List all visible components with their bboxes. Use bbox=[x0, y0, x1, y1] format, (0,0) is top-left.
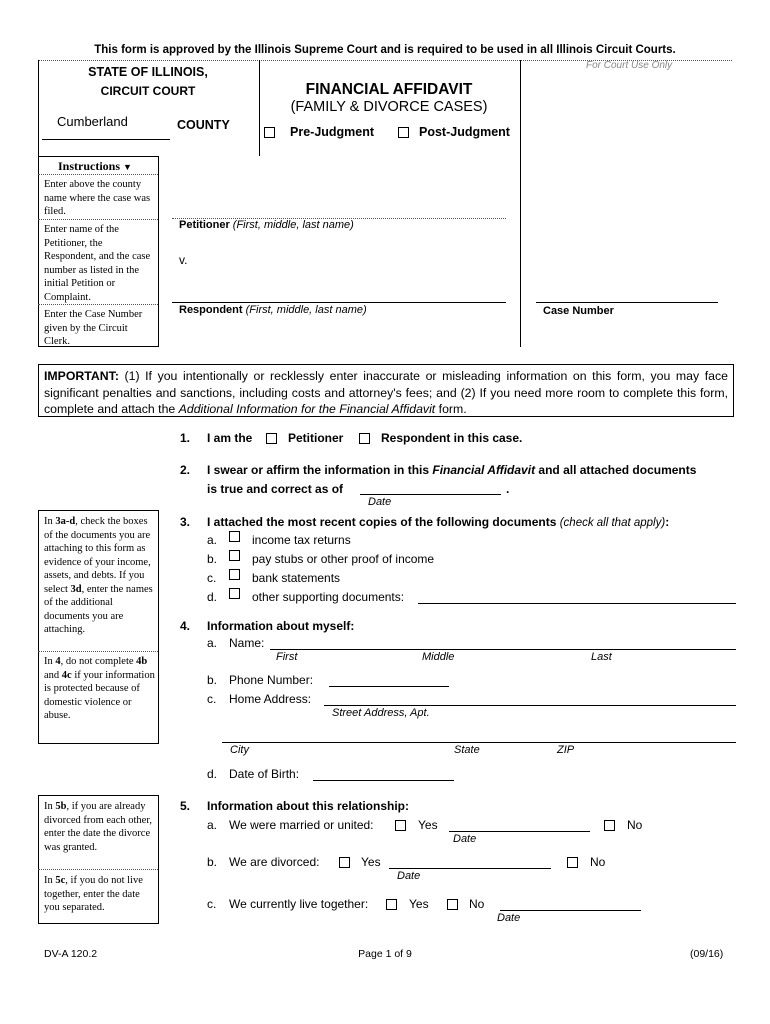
petitioner-checkbox[interactable] bbox=[266, 433, 277, 444]
instr-divider bbox=[38, 651, 158, 652]
pay-stubs-checkbox[interactable] bbox=[229, 550, 240, 561]
instr-divider bbox=[38, 869, 158, 870]
form-title: FINANCIAL AFFIDAVIT bbox=[305, 81, 473, 98]
divorced-label: We are divorced: bbox=[229, 855, 320, 869]
name-input[interactable] bbox=[270, 649, 736, 650]
divorced-no-checkbox[interactable] bbox=[567, 857, 578, 868]
bank-statements-label: bank statements bbox=[252, 571, 341, 585]
married-no-checkbox[interactable] bbox=[604, 820, 615, 831]
post-judgment-checkbox[interactable] bbox=[398, 127, 409, 138]
q1-petitioner-label: Petitioner bbox=[288, 431, 344, 445]
case-number-label: Case Number bbox=[543, 305, 614, 317]
married-date-input[interactable] bbox=[449, 831, 590, 832]
instr-4: In 4, do not complete 4b and 4c if your information is protected because of domestic violence or abuse. bbox=[44, 656, 155, 721]
state-label: State bbox=[454, 744, 480, 756]
county-line bbox=[42, 139, 170, 140]
affirm-date-label: Date bbox=[368, 496, 392, 508]
pre-judgment-checkbox[interactable] bbox=[264, 127, 275, 138]
city-state-zip-input[interactable] bbox=[222, 742, 736, 743]
q2-statement-line2: is true and correct as of bbox=[207, 482, 344, 496]
page-number: Page 1 of 9 bbox=[358, 948, 412, 960]
approval-notice: This form is approved by the Illinois Supreme Court and is required to be used in all Illinois Circuit Courts. bbox=[94, 44, 676, 56]
live-together-no-label: No bbox=[469, 897, 485, 911]
separation-date-input[interactable] bbox=[500, 910, 641, 911]
versus-label: v. bbox=[179, 253, 188, 267]
petitioner-caption: Petitioner (First, middle, last name) bbox=[179, 219, 354, 231]
divorced-no-label: No bbox=[590, 855, 606, 869]
form-version: (09/16) bbox=[690, 948, 724, 960]
caret-down-icon: ▼ bbox=[123, 162, 132, 172]
q4c-letter: c. bbox=[207, 692, 217, 706]
q3d-letter: d. bbox=[207, 590, 218, 604]
married-yes-label: Yes bbox=[418, 818, 438, 832]
state-label: STATE OF ILLINOIS, bbox=[88, 65, 208, 79]
zip-label: ZIP bbox=[557, 744, 575, 756]
street-input[interactable] bbox=[324, 705, 736, 706]
middle-name-label: Middle bbox=[422, 651, 455, 663]
tax-returns-checkbox[interactable] bbox=[229, 531, 240, 542]
caption-box bbox=[159, 156, 521, 347]
instructions-heading[interactable]: Instructions ▼ bbox=[58, 159, 132, 173]
q3c-letter: c. bbox=[207, 571, 217, 585]
tax-returns-label: income tax returns bbox=[252, 533, 351, 547]
q2-number: 2. bbox=[180, 463, 191, 477]
county-label: COUNTY bbox=[177, 118, 230, 132]
divorced-yes-checkbox[interactable] bbox=[339, 857, 350, 868]
other-documents-input[interactable] bbox=[418, 603, 736, 604]
instr-3ad: In 3a-d, check the boxes of the documents you are attaching to this form as evidence of your income, assets, and debts. If you select 3d, enter the names of the additional documents you are attaching. bbox=[44, 516, 153, 635]
married-yes-checkbox[interactable] bbox=[395, 820, 406, 831]
name-label: Name: bbox=[229, 636, 265, 650]
instr-divider bbox=[38, 174, 158, 175]
instr-divider bbox=[38, 219, 158, 220]
live-together-yes-checkbox[interactable] bbox=[386, 899, 397, 910]
dob-label: Date of Birth: bbox=[229, 767, 300, 781]
q1-respondent-label: Respondent in this case. bbox=[381, 431, 523, 445]
instr-county: Enter above the county name where the case was filed. bbox=[44, 179, 151, 217]
q4a-letter: a. bbox=[207, 636, 218, 650]
q3-number: 3. bbox=[180, 515, 191, 529]
q4-heading: Information about myself: bbox=[207, 619, 355, 633]
form-subtitle: (FAMILY & DIVORCE CASES) bbox=[290, 99, 488, 115]
instr-divider bbox=[38, 304, 158, 305]
important-notice: IMPORTANT: (1) If you intentionally or recklessly enter inaccurate or misleading information on this form, you may face significant penalties and sanctions, including costs and attorney's fees; and (2) If you need more room to complete this form, complete and attach the Additional Information for the Financial Affidavit form. bbox=[38, 364, 734, 417]
home-address-label: Home Address: bbox=[229, 692, 312, 706]
form-id: DV-A 120.2 bbox=[44, 948, 98, 960]
other-documents-checkbox[interactable] bbox=[229, 588, 240, 599]
divorce-date-input[interactable] bbox=[389, 868, 551, 869]
q1-lead: I am the bbox=[207, 431, 253, 445]
phone-label: Phone Number: bbox=[229, 673, 314, 687]
first-name-label: First bbox=[276, 651, 298, 663]
respondent-checkbox[interactable] bbox=[359, 433, 370, 444]
live-together-label: We currently live together: bbox=[229, 897, 369, 911]
last-name-label: Last bbox=[591, 651, 612, 663]
q3-heading: I attached the most recent copies of the following documents (check all that apply): bbox=[207, 515, 670, 529]
married-no-label: No bbox=[627, 818, 643, 832]
instr-5c: In 5c, if you do not live together, enter the date you separated. bbox=[44, 875, 143, 913]
bank-statements-checkbox[interactable] bbox=[229, 569, 240, 580]
live-together-yes-label: Yes bbox=[409, 897, 429, 911]
q5-heading: Information about this relationship: bbox=[207, 799, 409, 813]
post-judgment-label: Post-Judgment bbox=[419, 125, 510, 139]
phone-input[interactable] bbox=[329, 686, 449, 687]
instr-5b: In 5b, if you are already divorced from each other, enter the date the divorce was granted. bbox=[44, 801, 153, 853]
married-label: We were married or united: bbox=[229, 818, 374, 832]
q5b-letter: b. bbox=[207, 855, 218, 869]
circuit-label: CIRCUIT COURT bbox=[100, 84, 196, 98]
dob-input[interactable] bbox=[313, 780, 454, 781]
pay-stubs-label: pay stubs or other proof of income bbox=[252, 552, 435, 566]
other-documents-label: other supporting documents: bbox=[252, 590, 405, 604]
case-number-line[interactable] bbox=[536, 302, 718, 303]
county-input[interactable]: Cumberland bbox=[57, 114, 128, 129]
q5c-letter: c. bbox=[207, 897, 217, 911]
q3b-letter: b. bbox=[207, 552, 218, 566]
q2-period: . bbox=[506, 482, 510, 496]
q2-statement: I swear or affirm the information in this Financial Affidavit and all attached documents bbox=[207, 463, 697, 477]
q4b-letter: b. bbox=[207, 673, 218, 687]
q5-number: 5. bbox=[180, 799, 191, 813]
q4d-letter: d. bbox=[207, 767, 218, 781]
instr-case-number: Enter the Case Number given by the Circuit Clerk. bbox=[44, 309, 143, 347]
instr-names: Enter name of the Petitioner, the Respondent, and the case number as listed in the initial Petition or Complaint. bbox=[44, 224, 151, 303]
q3a-letter: a. bbox=[207, 533, 218, 547]
respondent-line[interactable] bbox=[172, 302, 506, 303]
respondent-caption: Respondent (First, middle, last name) bbox=[179, 304, 367, 316]
q4-number: 4. bbox=[180, 619, 191, 633]
court-use-label: For Court Use Only bbox=[586, 60, 673, 71]
separation-date-label: Date bbox=[497, 912, 521, 924]
pre-judgment-label: Pre-Judgment bbox=[290, 125, 375, 139]
city-label: City bbox=[230, 744, 249, 756]
live-together-no-checkbox[interactable] bbox=[447, 899, 458, 910]
street-label: Street Address, Apt. bbox=[332, 707, 430, 719]
affirm-date-input[interactable] bbox=[360, 494, 501, 495]
divorce-date-label: Date bbox=[397, 870, 421, 882]
divorced-yes-label: Yes bbox=[361, 855, 381, 869]
q1-number: 1. bbox=[180, 431, 191, 445]
q5a-letter: a. bbox=[207, 818, 218, 832]
married-date-label: Date bbox=[453, 833, 477, 845]
